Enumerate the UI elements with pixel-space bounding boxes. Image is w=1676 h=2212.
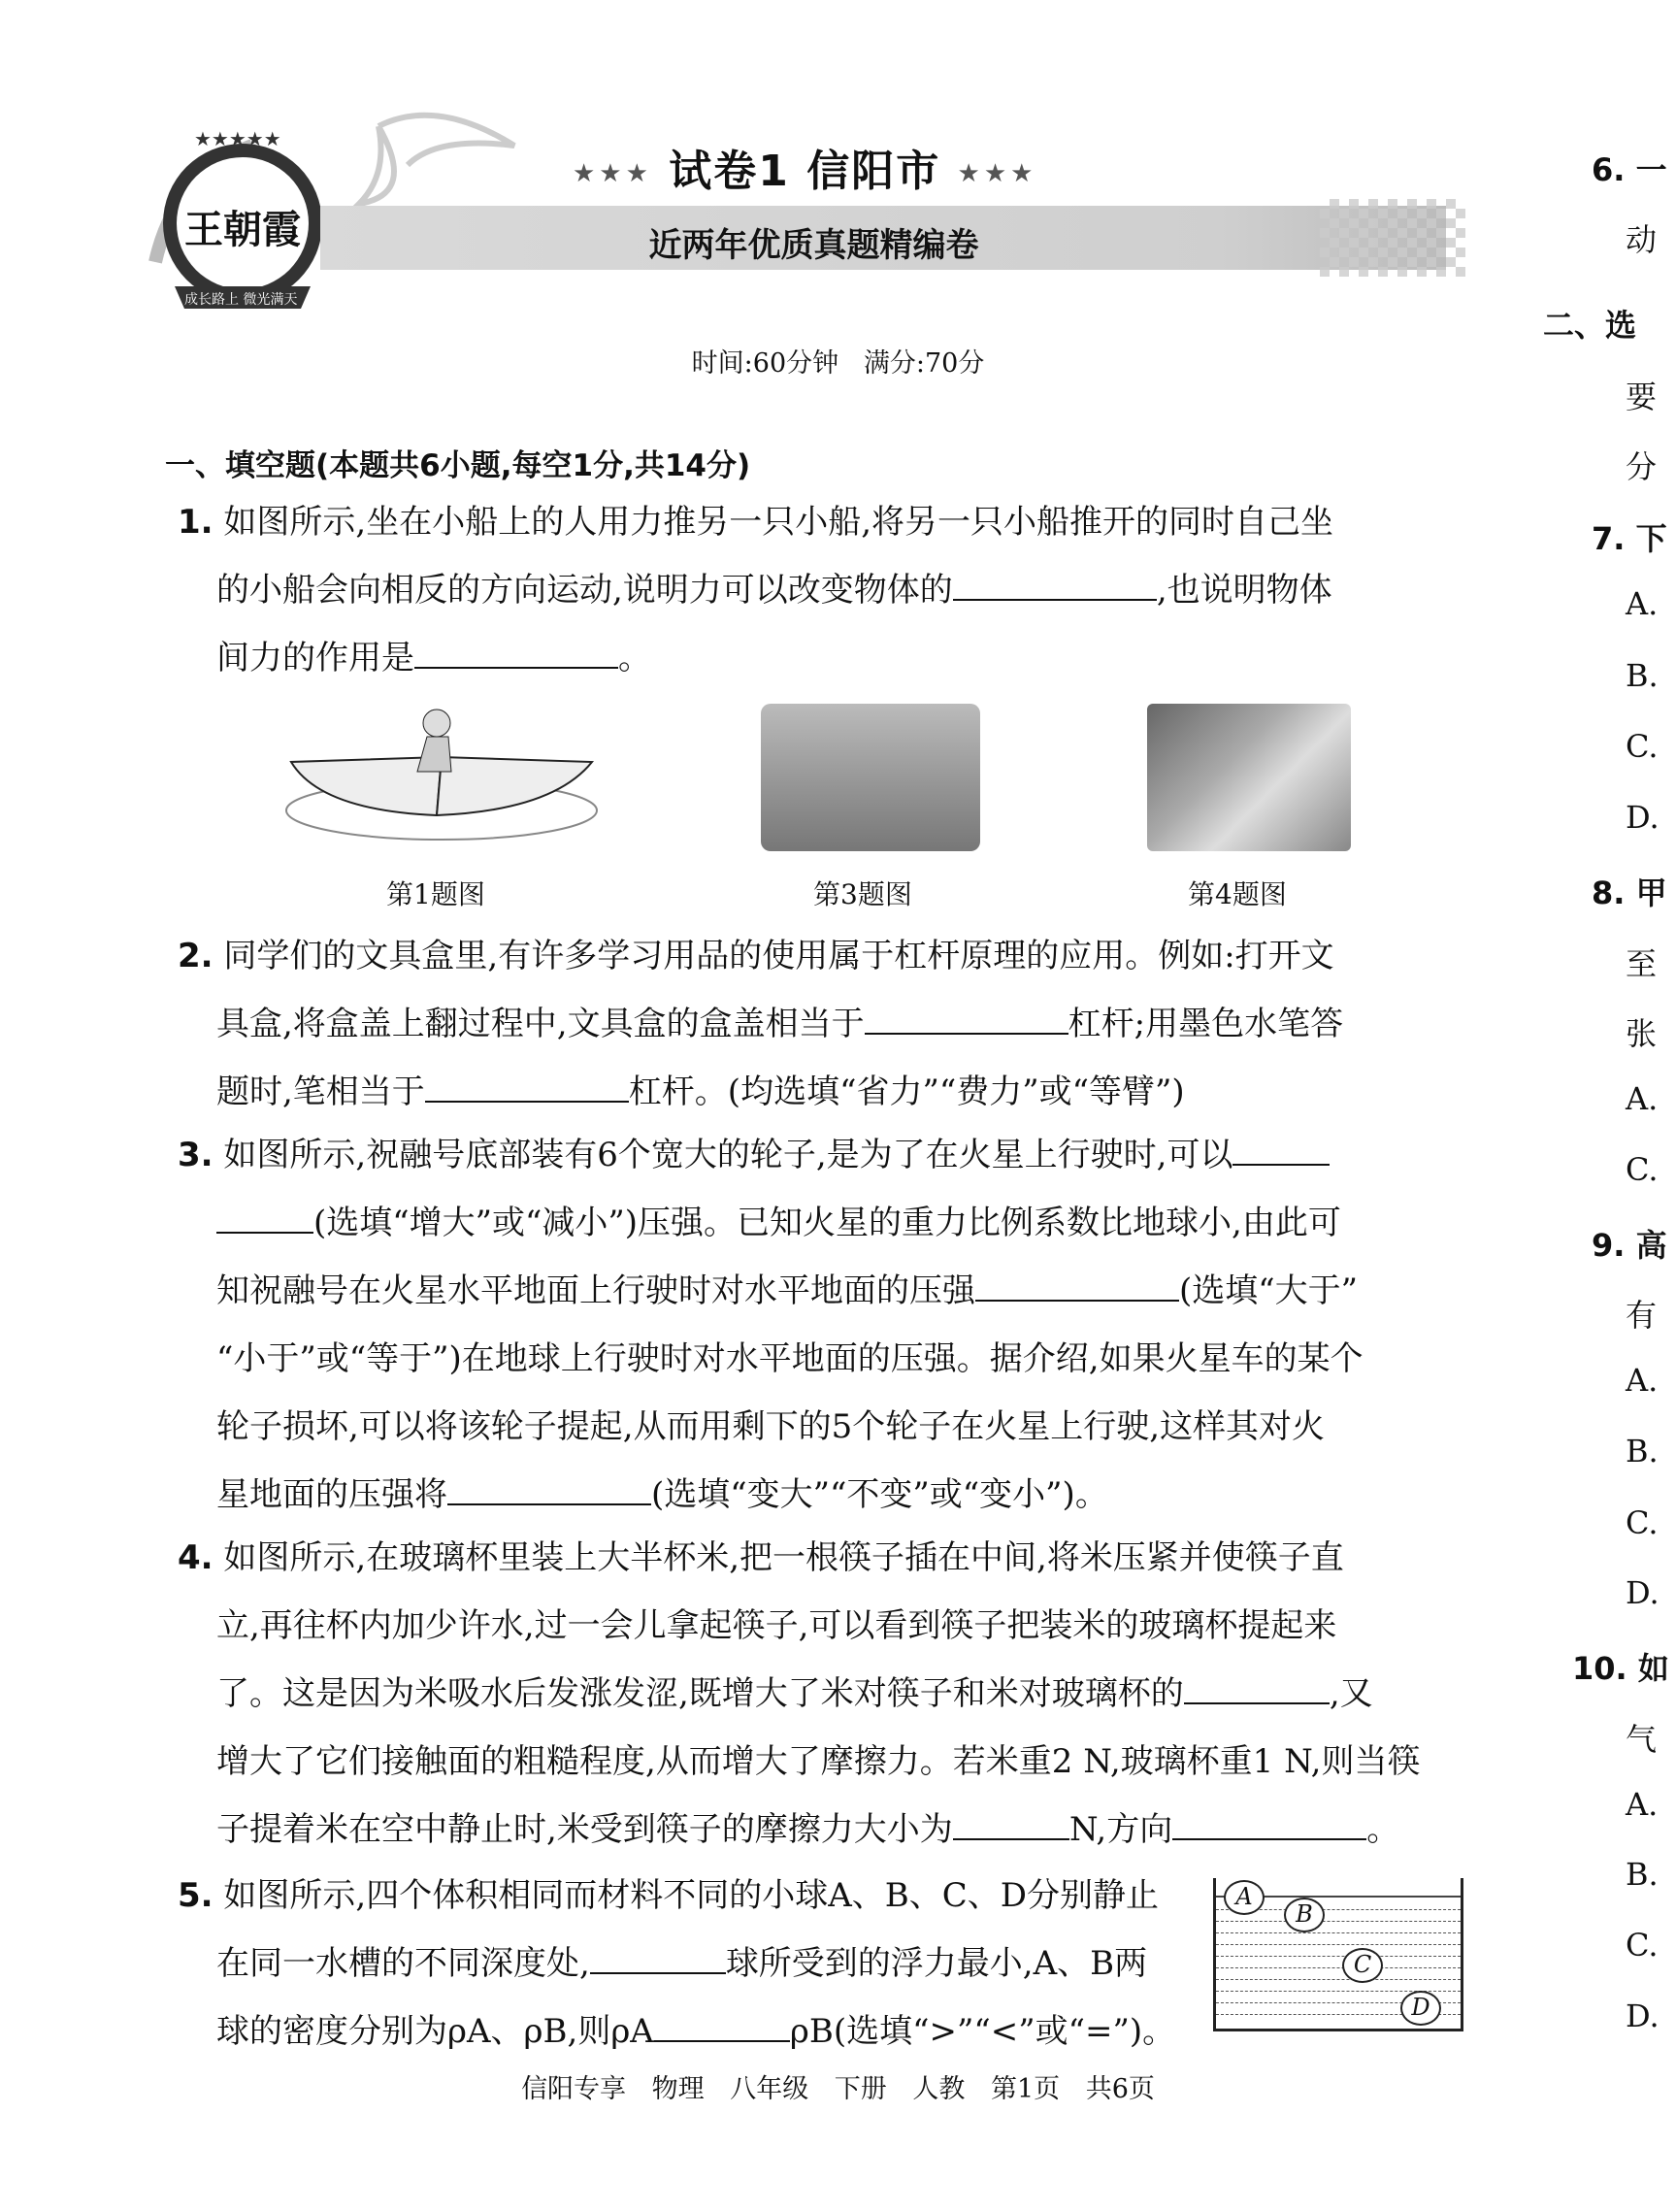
q4-line4: 增大了它们接触面的粗糙程度,从而增大了摩擦力。若米重2 N,玻璃杯重1 N,则当筷: [216, 1742, 1421, 1781]
right-col-item: 二、选: [1543, 307, 1637, 344]
q1-line3b: 。: [618, 639, 651, 677]
page-footer: 信阳专享 物理 八年级 下册 人教 第1页 共6页: [521, 2074, 1155, 2104]
answer-blank[interactable]: [953, 566, 1157, 601]
section-heading: 一、填空题(本题共6小题,每空1分,共14分): [165, 448, 751, 483]
q3-line4: “小于”或“等于”)在地球上行驶时对水平地面的压强。据介绍,如果火星车的某个: [216, 1339, 1364, 1378]
q1-line2b: ,也说明物体: [1156, 571, 1332, 610]
answer-blank[interactable]: [425, 1068, 629, 1103]
right-col-item: D.: [1626, 1997, 1660, 2034]
page-title: [573, 136, 1036, 198]
q3-line6b: (选填“变大”“不变”或“变小”)。: [651, 1475, 1108, 1514]
right-col-item: D.: [1626, 1574, 1660, 1611]
question-number: 1.: [178, 503, 214, 542]
answer-blank[interactable]: [1172, 1805, 1366, 1840]
right-col-item: B.: [1626, 1856, 1659, 1893]
boat-figure: [281, 704, 602, 849]
answer-blank[interactable]: [654, 2007, 790, 2042]
ball-c: C: [1342, 1948, 1383, 1983]
answer-blank[interactable]: [414, 634, 618, 669]
q3-line3b: (选填“大于”: [1179, 1271, 1359, 1310]
question-2: [178, 922, 1459, 1126]
right-col-item: D.: [1626, 799, 1660, 836]
q1-line1: 如图所示,坐在小船上的人用力推另一只小船,将另一只小船推开的同时自己坐: [223, 503, 1334, 542]
q4-line1: 如图所示,在玻璃杯里装上大半杯米,把一根筷子插在中间,将米压紧并使筷子直: [223, 1538, 1344, 1577]
q3-line1: 如图所示,祝融号底部装有6个宽大的轮子,是为了在火星上行驶时,可以: [223, 1136, 1233, 1174]
figure-caption-3: 第3题图: [813, 878, 912, 910]
mars-rover-photo: [761, 704, 980, 851]
ball-a: A: [1224, 1880, 1265, 1915]
answer-blank[interactable]: [1184, 1669, 1330, 1704]
answer-blank[interactable]: [216, 1199, 313, 1234]
q4-line5a: 子提着米在空中静止时,米受到筷子的摩擦力大小为: [216, 1810, 953, 1849]
q4-line5c: 。: [1366, 1810, 1400, 1849]
question-4: [178, 1524, 1459, 1864]
right-col-item: C.: [1626, 1151, 1659, 1188]
right-col-item: 8. 甲: [1592, 875, 1667, 911]
answer-blank[interactable]: [1232, 1131, 1330, 1166]
question-number: 2.: [178, 937, 214, 975]
question-3: [178, 1121, 1459, 1529]
rice-cup-photo: [1147, 704, 1351, 851]
ball-d: D: [1400, 1991, 1441, 2026]
svg-text:★★★★★: ★★★★★: [194, 127, 281, 150]
q4-line3a: 了。这是因为米吸水后发涨发涩,既增大了米对筷子和米对玻璃杯的: [216, 1674, 1184, 1713]
question-number: 4.: [178, 1538, 214, 1577]
q5-line3b: ρB(选填“>”“<”或“=”)。: [789, 2012, 1176, 2051]
q3-line3a: 知祝融号在火星水平地面上行驶时对水平地面的压强: [216, 1271, 975, 1310]
right-col-item: B.: [1626, 1433, 1659, 1469]
stars-right-icon: ★★★: [957, 159, 1037, 188]
stars-left-icon: ★★★: [573, 159, 652, 188]
ball-b: B: [1284, 1898, 1325, 1932]
right-col-item: 7. 下: [1592, 520, 1667, 557]
logo: [136, 116, 330, 311]
answer-blank[interactable]: [590, 1939, 726, 1974]
question-number: 5.: [178, 1876, 214, 1915]
question-number: 3.: [178, 1136, 214, 1174]
answer-blank[interactable]: [447, 1470, 651, 1505]
ribbon-bow-icon: [320, 107, 534, 214]
q3-line5: 轮子损坏,可以将该轮子提起,从而用剩下的5个轮子在火星上行驶,这样其对火: [216, 1407, 1326, 1446]
answer-blank[interactable]: [865, 1000, 1068, 1035]
q5-line2a: 在同一水槽的不同深度处,: [216, 1944, 590, 1983]
right-col-item: 10. 如: [1572, 1650, 1669, 1687]
q3-line2: (选填“增大”或“减小”)压强。已知火星的重力比例系数比地球小,由此可: [313, 1204, 1341, 1242]
logo-slogan: 成长路上 微光满天: [184, 292, 298, 308]
logo-name: 王朝霞: [184, 207, 301, 252]
figure-caption-4: 第4题图: [1188, 878, 1287, 910]
right-col-item: A.: [1626, 1786, 1659, 1823]
right-col-item: 要: [1626, 379, 1658, 415]
answer-blank[interactable]: [953, 1805, 1069, 1840]
right-col-item: 张: [1626, 1015, 1658, 1052]
right-col-item: 分: [1626, 448, 1658, 485]
right-col-item: C.: [1626, 1927, 1659, 1964]
q2-line1: 同学们的文具盒里,有许多学习用品的使用属于杠杆原理的应用。例如:打开文: [223, 937, 1334, 975]
right-col-item: 6. 一: [1592, 151, 1667, 188]
q1-line3a: 间力的作用是: [216, 639, 414, 677]
q4-line5b: N,方向: [1068, 1810, 1173, 1849]
q4-line2: 立,再往杯内加少许水,过一会儿拿起筷子,可以看到筷子把装米的玻璃杯提起来: [216, 1606, 1337, 1645]
question-5: [178, 1862, 1197, 2065]
question-1: [178, 488, 1459, 692]
subtitle-text: 近两年优质真题精编卷: [648, 226, 979, 265]
q5-line1: 如图所示,四个体积相同而材料不同的小球A、B、C、D分别静止: [223, 1876, 1160, 1915]
q2-line2a: 具盒,将盒盖上翻过程中,文具盒的盒盖相当于: [216, 1005, 865, 1043]
right-col-item: C.: [1626, 1504, 1659, 1541]
right-col-item: A.: [1626, 585, 1659, 622]
time-info: 时间:60分钟 满分:70分: [691, 348, 985, 379]
right-col-item: B.: [1626, 657, 1659, 694]
q4-line3b: ,又: [1329, 1674, 1373, 1713]
q1-line2a: 的小船会向相反的方向运动,说明力可以改变物体的: [216, 571, 953, 610]
q3-line6a: 星地面的压强将: [216, 1475, 447, 1514]
q2-line3b: 杠杆。(均选填“省力”“费力”或“等臂”): [628, 1073, 1185, 1111]
right-col-item: A.: [1626, 1362, 1659, 1399]
q2-line3a: 题时,笔相当于: [216, 1073, 425, 1111]
subtitle: [0, 218, 1676, 266]
right-col-item: 有: [1626, 1297, 1658, 1334]
title-text: 试卷1 信阳市: [669, 147, 941, 196]
right-col-item: C.: [1626, 728, 1659, 765]
right-col-item: 至: [1626, 945, 1658, 982]
right-col-item: 动: [1626, 221, 1658, 258]
right-col-item: 气: [1626, 1721, 1658, 1758]
q5-line3a: 球的密度分别为ρA、ρB,则ρA: [216, 2012, 654, 2051]
water-tank-figure: [1213, 1878, 1463, 2031]
q5-line2b: 球所受到的浮力最小,A、B两: [725, 1944, 1148, 1983]
q2-line2b: 杠杆;用墨色水笔答: [1068, 1005, 1344, 1043]
right-col-item: A.: [1626, 1080, 1659, 1117]
answer-blank[interactable]: [975, 1267, 1179, 1302]
right-col-item: 9. 高: [1592, 1227, 1667, 1264]
figure-caption-1: 第1题图: [386, 878, 485, 910]
